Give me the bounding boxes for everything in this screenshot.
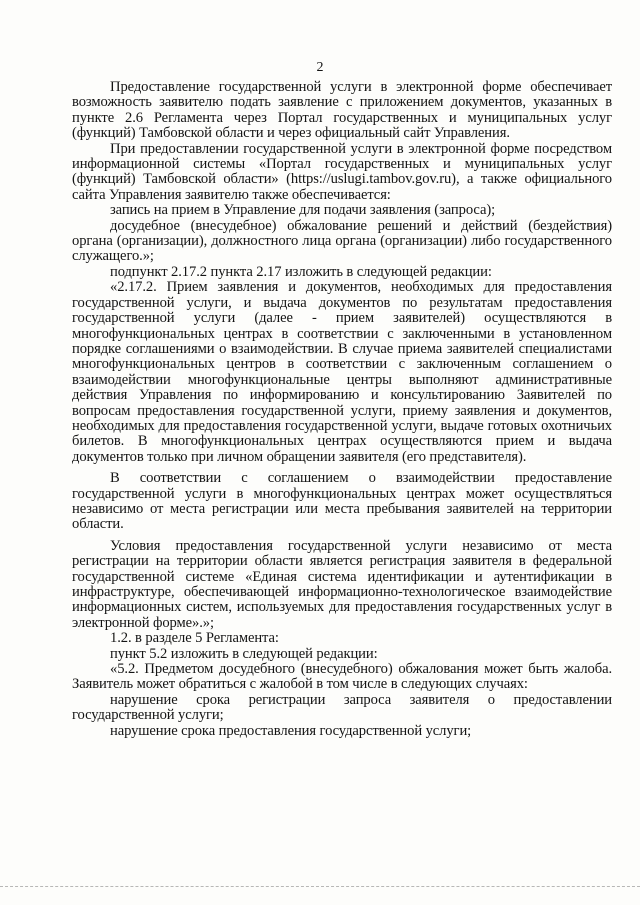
paragraph-appeal: досудебное (внесудебное) обжалование решений и действий (бездействия) органа (организации), должностного лица органа (организации) либо государственного служащего.»; xyxy=(72,217,612,265)
document-body xyxy=(72,80,612,739)
page-number: 2 xyxy=(316,60,324,75)
paragraph-5-2-text: «5.2. Предметом досудебного (внесудебного) обжалования может быть жалоба. Заявитель может обратиться с жалобой в том числе в следующих случаях: xyxy=(72,661,612,693)
paragraph-electronic-form: Предоставление государственной услуги в электронной форме обеспечивает возможность заявителю подать заявление с приложением документов, указанных в пункте 2.6 Регламента через Портал государственных и муниципальных услуг (функций) Тамбовской области и через официальный сайт Управления. xyxy=(72,79,612,142)
paragraph-subclause-2-17-2: подпункт 2.17.2 пункта 2.17 изложить в следующей редакции: xyxy=(110,263,492,280)
paragraph-appointment: запись на прием в Управление для подачи заявления (запроса); xyxy=(110,202,496,219)
paragraph-clause-5-2: пункт 5.2 изложить в следующей редакции: xyxy=(110,645,378,662)
scan-edge-line xyxy=(0,886,640,888)
paragraph-mfc-agreement: В соответствии с соглашением о взаимодействии предоставление государственной услуги в многофункциональных центрах может осуществляться независимо от места регистрации или места пребывания заявителей на территории области. xyxy=(72,470,612,533)
paragraph-registration-conditions: Условия предоставления государственной услуги независимо от места регистрации на территории области является регистрация заявителя в федеральной государственной системе «Единая система идентификации и аутентификации в инфраструктуре, обеспечивающей информационно-технологическое взаимодействие информационных систем, используемых для предоставления государственных услуг в электронной форме».»; xyxy=(72,537,612,631)
paragraph-2-17-2-text: «2.17.2. Прием заявления и документов, необходимых для предоставления государственной услуги, и выдача документов по результатам предоставления государственной услуги (далее - прием заявителей) осуществляются в многофункциональных центрах в соответствии с заключенными в установленном порядке соглашениями о взаимодействии. В случае приема заявителей специалистами многофункциональных центров в соответствии с заключенным соглашением о взаимодействии многофункциональные центры выполняют административные действия Управления по информированию и консультированию Заявителей по вопросам предоставления государственной услуги, приему заявления и документов, необходимых для предоставления государственной услуги, выдаче готовых охотничьих билетов. В многофункциональных центрах осуществляются прием и выдача документов только при личном обращении заявителя (его представителя). xyxy=(72,279,612,465)
paragraph-section-5: 1.2. в разделе 5 Регламента: xyxy=(110,630,279,647)
paragraph-portal-provision: При предоставлении государственной услуги в электронной форме посредством информационной системы «Портал государственных и муниципальных услуг (функций) Тамбовской области» (https://uslugi.tambov.gov.ru), а также официального сайта Управления заявителю также обеспечивается: xyxy=(72,140,612,203)
paragraph-violation-registration: нарушение срока регистрации запроса заявителя о предоставлении государственной услуги; xyxy=(72,691,612,724)
paragraph-violation-provision: нарушение срока предоставления государственной услуги; xyxy=(110,722,472,739)
